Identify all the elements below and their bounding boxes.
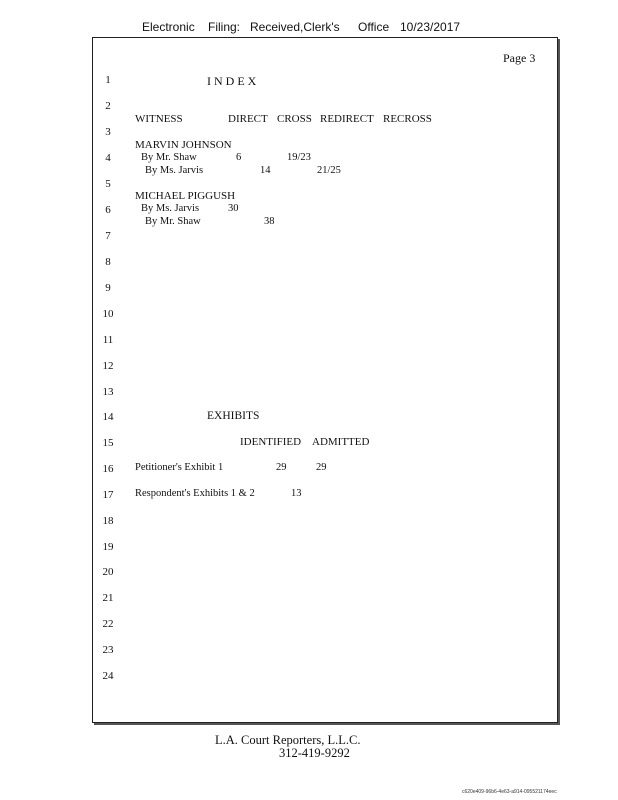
line-number: 12 (102, 360, 114, 372)
line-number: 4 (105, 152, 111, 164)
line-number: 21 (102, 592, 114, 604)
line-number: 6 (105, 204, 111, 216)
exhibits-title: EXHIBITS (207, 410, 260, 422)
header-identified: IDENTIFIED (240, 436, 302, 448)
line-number: 14 (102, 411, 114, 423)
line-number: 18 (102, 515, 114, 527)
header-redirect: REDIRECT (320, 113, 374, 125)
document-code: c620e409-96b6-4e63-a914-095521174eec (462, 789, 557, 795)
direct-page: 30 (228, 203, 239, 214)
index-title: I N D E X (207, 74, 257, 88)
line-number: 9 (105, 282, 111, 294)
footer-company: L.A. Court Reporters, L.L.C. (215, 733, 361, 747)
examiner: By Mr. Shaw (145, 216, 201, 227)
line-number: 24 (102, 670, 114, 682)
identified-page: 29 (276, 462, 287, 473)
header-recross: RECROSS (383, 113, 432, 125)
examiner: By Mr. Shaw (141, 152, 197, 163)
identified-page: 13 (291, 488, 302, 499)
direct-page: 6 (236, 152, 242, 163)
line-number: 1 (105, 74, 111, 86)
cross-page: 14 (260, 165, 271, 176)
witness-name: MARVIN JOHNSON (135, 139, 232, 151)
exhibit-label: Respondent's Exhibits 1 & 2 (135, 488, 255, 499)
cross-page: 38 (264, 216, 275, 227)
header-direct: DIRECT (228, 113, 268, 125)
line-number: 5 (105, 178, 111, 190)
stamp-filing: Filing: (208, 20, 241, 34)
line-number: 17 (102, 489, 114, 501)
recross-page: 21/25 (317, 165, 341, 176)
witness-name: MICHAEL PIGGUSH (135, 190, 236, 202)
line-number: 2 (105, 100, 111, 112)
stamp-date: 10/23/2017 (400, 20, 461, 34)
header-witness: WITNESS (135, 113, 183, 125)
redirect-page: 19/23 (287, 152, 311, 163)
admitted-page: 29 (316, 462, 327, 473)
exhibit-label: Petitioner's Exhibit 1 (135, 462, 224, 473)
line-number: 13 (102, 386, 114, 398)
header-admitted: ADMITTED (312, 436, 370, 448)
examiner: By Ms. Jarvis (141, 203, 200, 214)
line-number: 3 (105, 126, 111, 138)
line-number: 19 (102, 541, 114, 553)
line-number: 20 (102, 566, 114, 578)
page-number: Page 3 (503, 51, 536, 65)
footer-phone: 312-419-9292 (279, 746, 350, 760)
line-number: 23 (102, 644, 114, 656)
stamp-received: Received,Clerk's (250, 20, 340, 34)
line-number: 22 (102, 618, 114, 630)
line-number: 7 (105, 230, 111, 242)
line-number: 10 (102, 308, 114, 320)
line-number: 16 (102, 463, 114, 475)
line-number: 8 (105, 256, 111, 268)
header-cross: CROSS (277, 113, 312, 125)
examiner: By Ms. Jarvis (145, 165, 204, 176)
line-number: 11 (102, 334, 114, 346)
stamp-office: Office (358, 20, 390, 34)
stamp-electronic: Electronic (142, 20, 195, 34)
line-number: 15 (102, 437, 114, 449)
